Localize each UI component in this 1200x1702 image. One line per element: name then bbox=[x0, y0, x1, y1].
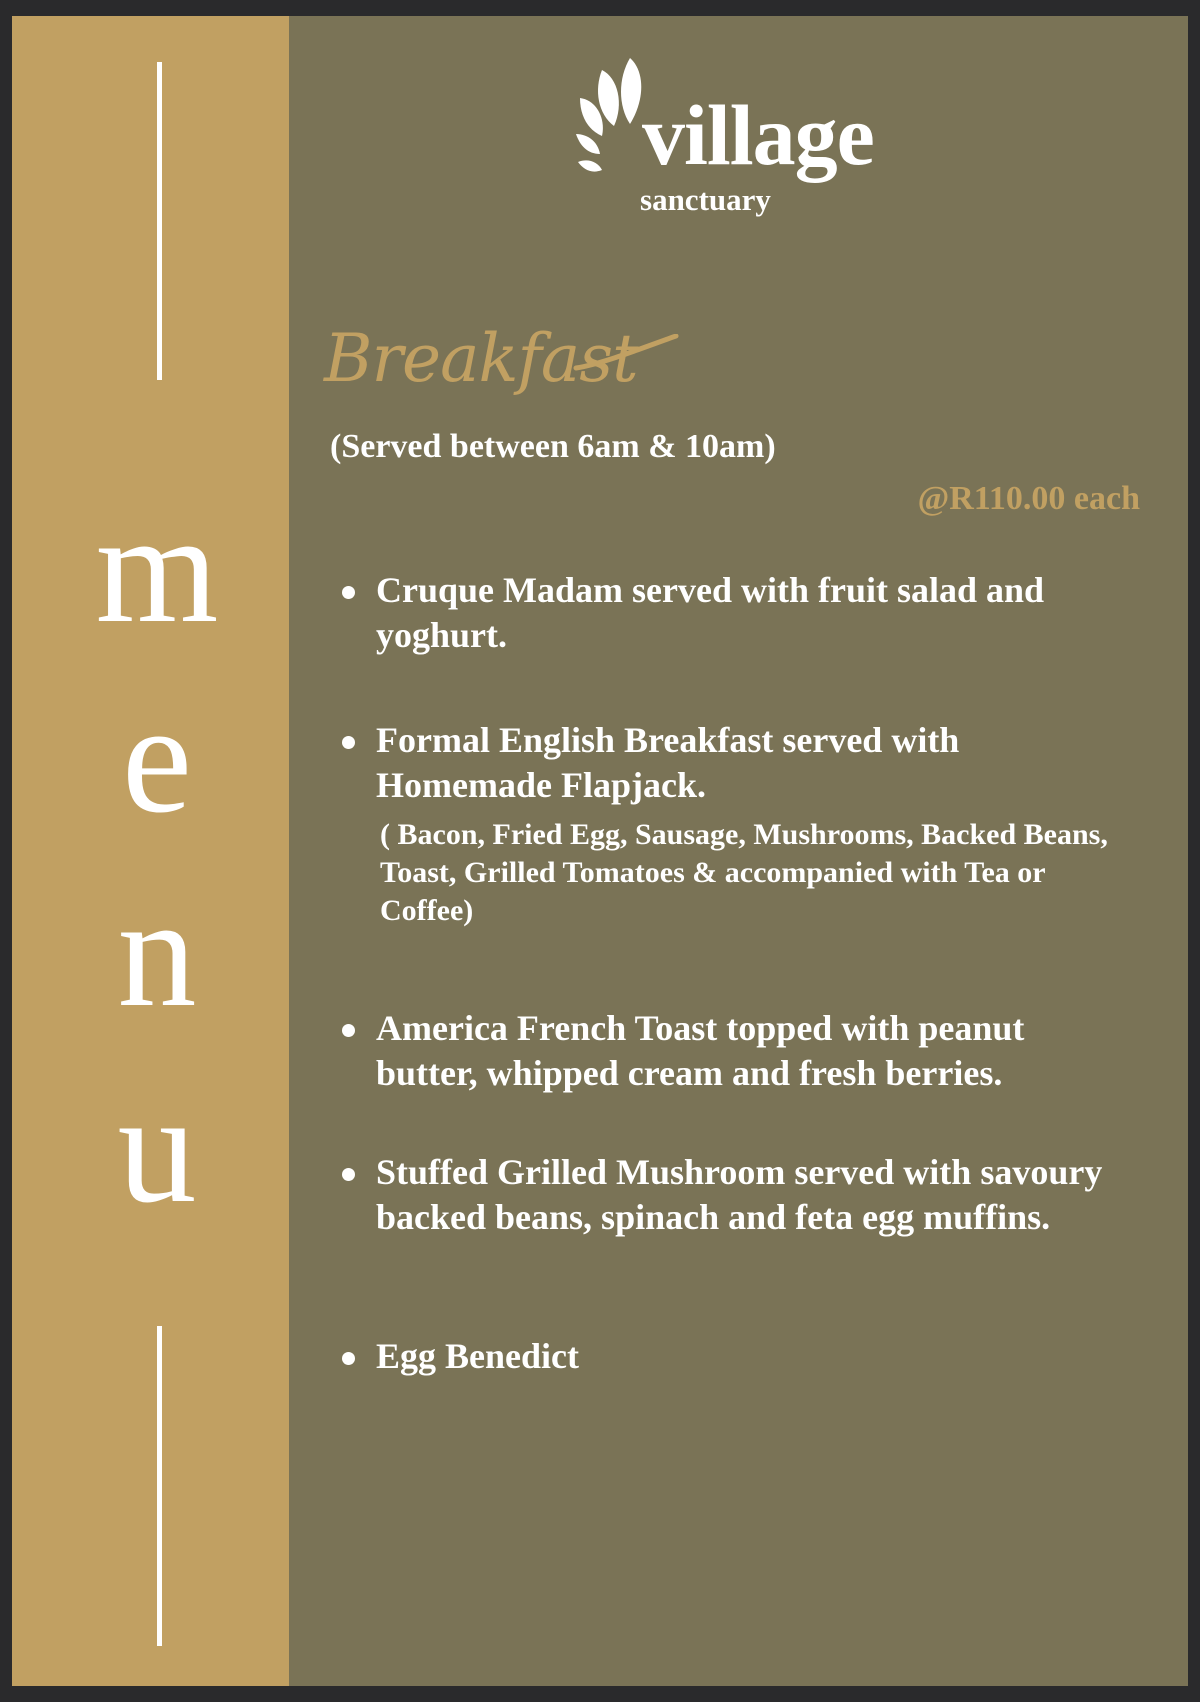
menu-sidebar bbox=[12, 16, 289, 1686]
menu-item-note: ( Bacon, Fried Egg, Sausage, Mushrooms, Backed Beans, Toast, Grilled Tomatoes & accompanied with Tea or Coffee) bbox=[380, 818, 1108, 927]
sidebar-letter-n: n bbox=[117, 865, 197, 1040]
menu-item-text: Formal English Breakfast served with Homemade Flapjack. bbox=[376, 720, 960, 805]
brand-tagline: sanctuary bbox=[640, 182, 771, 217]
menu-item-text: Cruque Madam served with fruit salad and yoghurt. bbox=[376, 570, 1045, 655]
sidebar-letter-e: e bbox=[121, 671, 193, 846]
menu-item-text: Egg Benedict bbox=[376, 1336, 579, 1376]
sidebar-divider-bottom bbox=[157, 1326, 162, 1646]
menu-item-text: America French Toast topped with peanut butter, whipped cream and fresh berries. bbox=[376, 1008, 1025, 1093]
section-title: Breakfast bbox=[324, 320, 638, 397]
menu-item bbox=[342, 1150, 1132, 1240]
menu-page bbox=[12, 16, 1188, 1686]
brand-logo bbox=[572, 50, 952, 240]
sidebar-letter-u: u bbox=[117, 1061, 197, 1236]
menu-item bbox=[342, 1334, 1132, 1379]
menu-item bbox=[342, 568, 1132, 658]
sidebar-divider-top bbox=[157, 62, 162, 380]
sidebar-letter-m: m bbox=[95, 481, 219, 656]
menu-item bbox=[342, 1006, 1132, 1096]
menu-item-text: Stuffed Grilled Mushroom served with savoury backed beans, spinach and feta egg muffins. bbox=[376, 1152, 1103, 1237]
price-label: @R110.00 each bbox=[917, 480, 1140, 517]
swash-icon bbox=[572, 334, 682, 374]
brand-name: village bbox=[642, 87, 874, 183]
serving-hours: (Served between 6am & 10am) bbox=[330, 428, 776, 465]
menu-item bbox=[342, 718, 1132, 930]
